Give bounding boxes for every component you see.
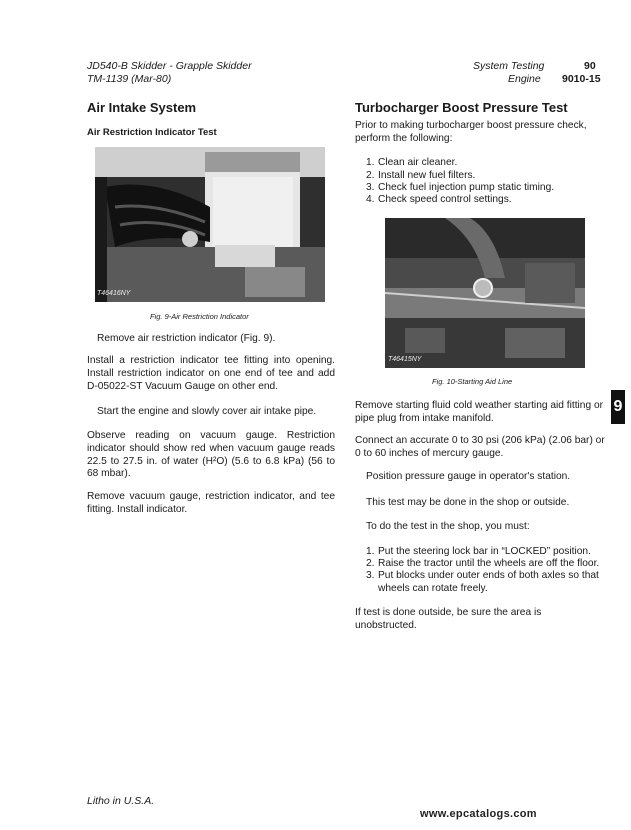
prep-step: 4. Check speed control settings.	[366, 194, 512, 205]
left-paragraph-3: Start the engine and slowly cover air intake pipe.	[97, 406, 317, 417]
shop-step: 2. Raise the tractor until the wheels are off the floor.	[366, 558, 600, 569]
left-paragraph-1: Remove air restriction indicator (Fig. 9).	[97, 333, 276, 344]
shop-step: 3. Put blocks under outer ends of both axles so that wheels can rotate freely.	[366, 570, 599, 594]
starting-aid-line-photo	[385, 218, 585, 368]
right-intro: Prior to making turbocharger boost pressure check, perform the following:	[355, 120, 587, 144]
right-heading: Turbocharger Boost Pressure Test	[355, 100, 568, 115]
page-number: 90	[584, 60, 596, 72]
left-paragraph-4: Observe reading on vacuum gauge. Restriction indicator should show red when vacuum gauge reads 22.5 to 27.5 in. of water (H²O) (5.6 to 6.8 kPa) (56 to 68 mbar).	[87, 430, 335, 480]
prep-step: 2. Install new fuel filters.	[366, 170, 476, 181]
shop-step: 1. Put the steering lock bar in “LOCKED” position.	[366, 546, 591, 557]
photo-code-label: T46415NY	[388, 356, 422, 363]
section-name: System Testing	[473, 60, 545, 72]
right-paragraph-5: To do the test in the shop, you must:	[366, 521, 530, 532]
manual-code: TM-1139 (Mar-80)	[87, 73, 172, 85]
section-tab-9: 9	[611, 390, 625, 424]
right-paragraph-3: Position pressure gauge in operator's station.	[366, 471, 571, 482]
litho-note: Litho in U.S.A.	[87, 795, 155, 807]
subsection-name: Engine	[508, 73, 541, 85]
outside-note: If test is done outside, be sure the area is unobstructed.	[355, 607, 542, 631]
left-subheading: Air Restriction Indicator Test	[87, 127, 217, 138]
air-restriction-indicator-photo	[95, 147, 325, 302]
fig10-caption: Fig. 10-Starting Aid Line	[432, 377, 513, 386]
prep-step: 3. Check fuel injection pump static timing.	[366, 182, 555, 193]
photo-code-label: T46416NY	[97, 290, 131, 297]
engine-photo-illustration	[95, 147, 325, 302]
right-paragraph-1: Remove starting fluid cold weather starting aid fitting or pipe plug from intake manifold.	[355, 400, 604, 424]
manifold-photo-illustration	[385, 218, 585, 368]
left-paragraph-2: Install a restriction indicator tee fitting into opening. Install restriction indicator on one end of tee and add D-05022-ST Vacuum Gauge on other end.	[87, 355, 335, 392]
footer-url[interactable]: www.epcatalogs.com	[420, 808, 537, 820]
left-heading: Air Intake System	[87, 100, 197, 115]
left-paragraph-5: Remove vacuum gauge, restriction indicator, and tee fitting. Install indicator.	[87, 491, 335, 515]
right-paragraph-4: This test may be done in the shop or outside.	[366, 497, 570, 508]
fig9-caption: Fig. 9-Air Restriction Indicator	[150, 312, 249, 321]
page-code: 9010-15	[562, 73, 601, 85]
right-paragraph-2: Connect an accurate 0 to 30 psi (206 kPa) (2.06 bar) or 0 to 60 inches of mercury gauge.	[355, 435, 605, 459]
prep-step: 1. Clean air cleaner.	[366, 157, 458, 168]
manual-title: JD540-B Skidder - Grapple Skidder	[87, 60, 252, 72]
